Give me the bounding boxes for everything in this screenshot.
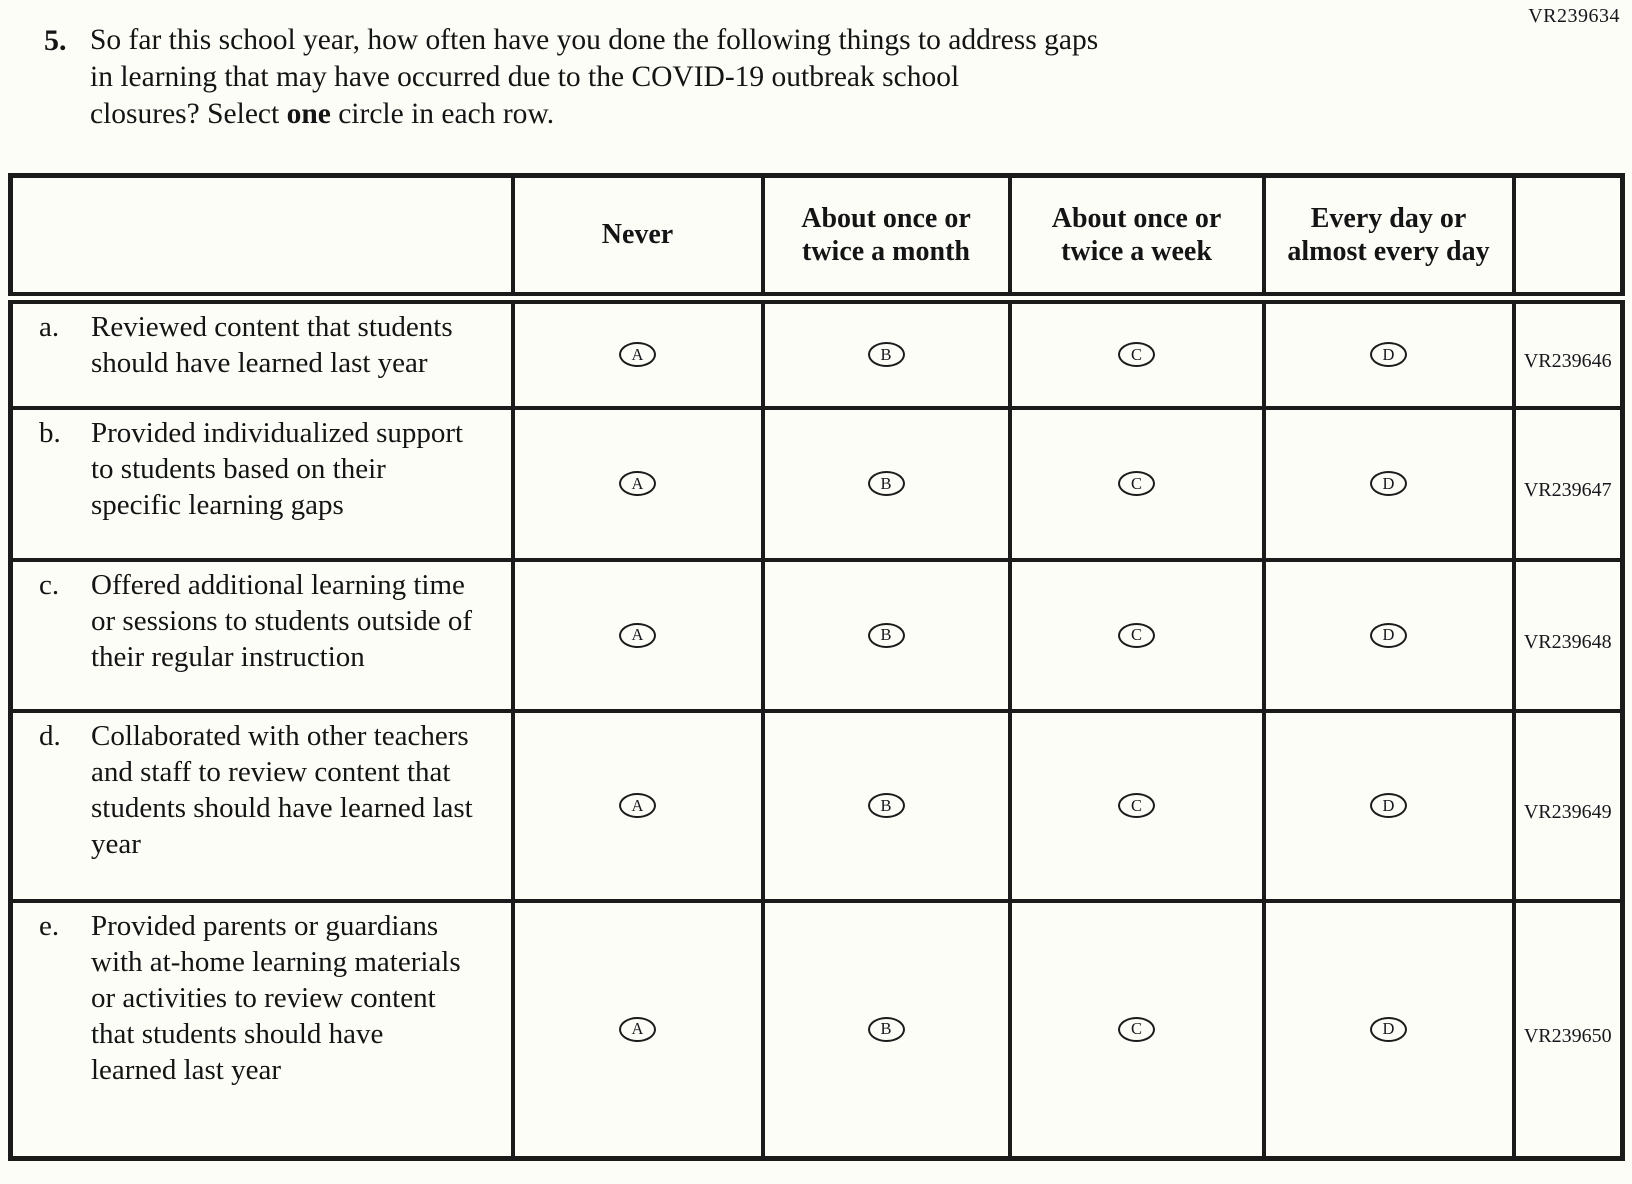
option-c-circle[interactable]: C [1118, 793, 1155, 818]
option-cell-never [513, 901, 763, 1159]
option-cell-month [763, 298, 1010, 408]
option-c-circle[interactable]: C [1118, 623, 1155, 648]
option-b-circle[interactable]: B [868, 793, 905, 818]
option-cell-month [763, 711, 1010, 901]
option-a-circle[interactable]: A [619, 1017, 656, 1042]
row-letter: d. [39, 719, 61, 752]
option-c-circle[interactable]: C [1118, 342, 1155, 367]
option-cell-week [1010, 560, 1264, 711]
table-row-d [11, 711, 1623, 901]
question-line-3-bold: one [286, 98, 331, 130]
option-cell-never [513, 560, 763, 711]
row-statement: Offered additional learning time or sessions to students outside of their regular instruction [91, 568, 473, 673]
option-b-circle[interactable]: B [868, 342, 905, 367]
option-cell-day [1264, 711, 1514, 901]
header-once-twice-month: About once or twice a month [763, 176, 1010, 298]
table-row-a [11, 298, 1623, 408]
row-variable-code: VR239646 [1514, 298, 1623, 408]
row-variable-code: VR239648 [1514, 560, 1623, 711]
header-empty-statement [11, 176, 513, 298]
option-b-circle[interactable]: B [868, 1017, 905, 1042]
option-cell-day [1264, 298, 1514, 408]
option-cell-day [1264, 408, 1514, 560]
option-b-circle[interactable]: B [868, 623, 905, 648]
row-letter: b. [39, 416, 61, 449]
header-every-day: Every day or almost every day [1264, 176, 1514, 298]
row-statement: Collaborated with other teachers and staff to review content that students should have learned last year [91, 719, 473, 860]
question-line-1: So far this school year, how often have you done the following things to address gaps [90, 24, 1099, 56]
option-a-circle[interactable]: A [619, 623, 656, 648]
statement-cell [11, 901, 513, 1159]
question-line-3-start: closures? Select [90, 98, 287, 130]
statement-cell [11, 560, 513, 711]
page-variable-code: VR239634 [1528, 5, 1620, 27]
option-a-circle[interactable]: A [619, 471, 656, 496]
header-never: Never [513, 176, 763, 298]
question-line-2: in learning that may have occurred due to the COVID-19 outbreak school [90, 61, 960, 93]
question-number: 5. [44, 24, 67, 57]
option-cell-day [1264, 560, 1514, 711]
row-statement: Provided individualized support to students based on their specific learning gaps [91, 416, 464, 521]
row-letter: a. [39, 310, 60, 343]
row-variable-code: VR239649 [1514, 711, 1623, 901]
table-row-b [11, 408, 1623, 560]
option-cell-never [513, 298, 763, 408]
option-c-circle[interactable]: C [1118, 471, 1155, 496]
option-cell-month [763, 901, 1010, 1159]
option-d-circle[interactable]: D [1370, 342, 1407, 367]
row-letter: c. [39, 568, 60, 601]
statement-cell [11, 711, 513, 901]
option-cell-week [1010, 298, 1264, 408]
header-empty-code [1514, 176, 1623, 298]
option-d-circle[interactable]: D [1370, 623, 1407, 648]
question-line-3 [90, 96, 1098, 133]
table-row-c [11, 560, 1623, 711]
statement-cell [11, 298, 513, 408]
response-matrix-table [8, 173, 1625, 1161]
question-block [44, 22, 1424, 133]
row-statement: Provided parents or guardians with at-home learning materials or activities to review content that students should have learned last year [91, 909, 461, 1086]
row-variable-code: VR239650 [1514, 901, 1623, 1159]
option-d-circle[interactable]: D [1370, 793, 1407, 818]
row-statement: Reviewed content that students should have learned last year [91, 310, 453, 379]
table-row-e [11, 901, 1623, 1159]
option-cell-day [1264, 901, 1514, 1159]
row-letter: e. [39, 909, 60, 942]
option-d-circle[interactable]: D [1370, 471, 1407, 496]
option-cell-week [1010, 711, 1264, 901]
header-row [11, 176, 1623, 298]
option-cell-never [513, 711, 763, 901]
header-once-twice-week: About once or twice a week [1010, 176, 1264, 298]
row-variable-code: VR239647 [1514, 408, 1623, 560]
option-b-circle[interactable]: B [868, 471, 905, 496]
option-cell-week [1010, 901, 1264, 1159]
statement-cell [11, 408, 513, 560]
option-cell-month [763, 560, 1010, 711]
option-c-circle[interactable]: C [1118, 1017, 1155, 1042]
option-a-circle[interactable]: A [619, 793, 656, 818]
option-cell-never [513, 408, 763, 560]
question-line-3-end: circle in each row. [330, 98, 555, 130]
option-d-circle[interactable]: D [1370, 1017, 1407, 1042]
option-a-circle[interactable]: A [619, 342, 656, 367]
option-cell-month [763, 408, 1010, 560]
option-cell-week [1010, 408, 1264, 560]
question-text [90, 22, 1098, 133]
